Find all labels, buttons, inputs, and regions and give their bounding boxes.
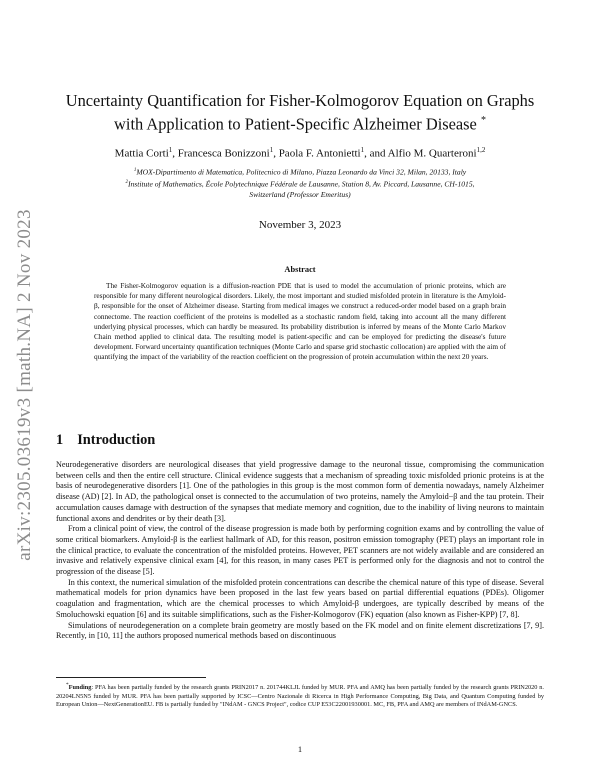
author-affiliation-mark: 1 [360,146,365,154]
paper-title-line-2-text: with Application to Patient-Specific Alzheimer Disease [114,114,477,134]
footnote-divider [56,677,206,678]
paragraph: Simulations of neurodegeneration on a complete brain geometry are mostly based on the FK model and on finite element discretizations [7, 9]. Recently, in [10, 11] the authors proposed numerical methods based on discontinuous [56,620,544,641]
footnote-mark: * [66,682,69,688]
body-text [56,460,544,642]
author-name: Paola F. Antonietti [278,147,361,160]
arxiv-identifier-text: arXiv:2305.03619v3 [math.NA] 2 Nov 2023 [14,209,35,561]
affiliation-2-mark: 2 [125,179,128,185]
author-name: Mattia Corti [114,147,169,160]
arxiv-identifier-stamp [8,190,42,580]
author-affiliation-mark: 1,2 [476,146,486,154]
footnote-text: : PFA has been partially funded by the research grants PRIN2017 n. 201744KLJL funded by MUR. PFA and AMQ has been partially funded by the research grants PRIN2020 n. 20204LN5N5 funded by MUR. PFA has been partially supported by ICSC—Centro Nazionale di Ricerca in High Performance Computing, Big Data, and Quantum Computing funded by European Union—NextGenerationEU. FB is partially funded by "INdAM - GNCS Project", codice CUP E53C22001930001. MC, FB, PFA and AMQ are members of INdAM-GNCS. [56,684,544,708]
author-name: Alfio M. Quarteroni [387,147,477,160]
section-title: Introduction [77,432,156,448]
page-number: 1 [297,744,303,754]
author-affiliation-mark: 1 [168,146,173,154]
footnote-label: Funding [68,684,92,692]
affiliation-2 [40,178,560,190]
publication-date: November 3, 2023 [258,219,342,231]
section-heading [56,432,155,449]
affiliation-2-text: Institute of Mathematics, École Polytechnique Fédérale de Lausanne, Station 8, Av. Piccard, Lausanne, CH-1015, [127,179,475,189]
abstract-text: The Fisher-Kolmogorov equation is a diffusion-reaction PDE that is used to model the accumulation of prionic proteins, which are responsible for many different neurological disorders. Likely, the most important and studied misfolded protein in literature is the Amyloid-β, responsible for the onset of Alzheimer disease. Starting from medical images we construct a reduced-order model based on a graph brain connectome. The reaction coefficient of the proteins is modelled as a stochastic random field, taking into account all the many different underlying physical processes, which can hardly be measured. Its probability distribution is inferred by means of the Monte Carlo Markov Chain method applied to clinical data. The resulting model is patient-specific and can be employed for predicting the disease's future development. Forward uncertainty quantification techniques (Monte Carlo and sparse grid stochastic collocation) are applied with the aim of quantifying the impact of the variability of the reaction coefficient on the progression of protein accumulation within the next 20 years. [94,281,506,362]
funding-footnote [56,681,544,709]
title-footnote-mark: * [480,115,486,126]
author-name: Francesca Bonizzoni [177,147,270,160]
affiliations [40,166,560,200]
section-number: 1 [56,432,64,448]
paragraph: From a clinical point of view, the control of the disease progression is made both by performing cognition exams and by controlling the value of some critical biomarkers. Amyloid-β is the earliest hallmark of AD, for this reason, positron emission tomography (PET) plays an important role in the clinical practice, to evaluate the concentration of the misfolded proteins. However, PET scanners are not widely available and are considered an invasive and relatively expensive clinical exam [4], for this reason, in many cases PET is performed only for the diagnosis and not to control the progression of the disease [5]. [56,524,544,577]
authors-conjunction: and [369,147,386,160]
author-list: Mattia Corti$^1$, Francesca Bonizzoni$^1$, Paola F. Antonietti$^1$, and Alfio M. Quarteroni$^{1,2}$ [114,146,486,160]
affiliation-1 [40,166,560,178]
paragraph: In this context, the numerical simulation of the misfolded protein concentrations can describe the chemical nature of this type of disease. Several mathematical models for prion dynamics have been proposed in the last few years based on partial differential equations (PDEs). Oligomer coagulation and fragmentation, which are the chemical processes to which Amyloid-β undergoes, are typically described by means of the Smoluchowski equation [6] and its suitable simplifications, such as the Fisher-Kolmogorov (FK) equation (also known as Fisher-KPP) [7, 8]. [56,577,544,619]
affiliation-1-mark: 1 [133,168,137,173]
paragraph: Neurodegenerative disorders are neurological diseases that yield progressive damage to the neuronal tissue, compromising the communication between cells and then the entire cell structure. Clinical evidence suggests that a mechanism of spreading toxic misfolded prionic proteins is at the basis of neurodegenerative disorders [1]. One of the pathologies in this group is the most common form of dementia nowadays, namely Alzheimer disease (AD) [2]. In AD, the pathological onset is connected to the accumulation of two proteins, namely the Amyloid−β and the tau protein. Their accumulation causes damage with destruction of the synapses that mediate memory and cognition, due to the inability of living neurons to maintain functional axons and dendrites or by their death [3]. [56,460,544,523]
paper-title-line-1: Uncertainty Quantification for Fisher-Kolmogorov Equation on Graphs [65,91,535,110]
author-affiliation-mark: 1 [269,146,274,154]
affiliation-2-continued: Switzerland (Professor Emeritus) [249,189,351,199]
affiliation-1-text: MOX-Dipartimento di Matematica, Politecnico di Milano, Piazza Leonardo da Vinci 32, Milan, 20133, Italy [136,167,467,177]
paper-title-line-2 [40,111,560,134]
abstract-heading: Abstract [284,265,316,274]
paper-title [40,91,560,134]
